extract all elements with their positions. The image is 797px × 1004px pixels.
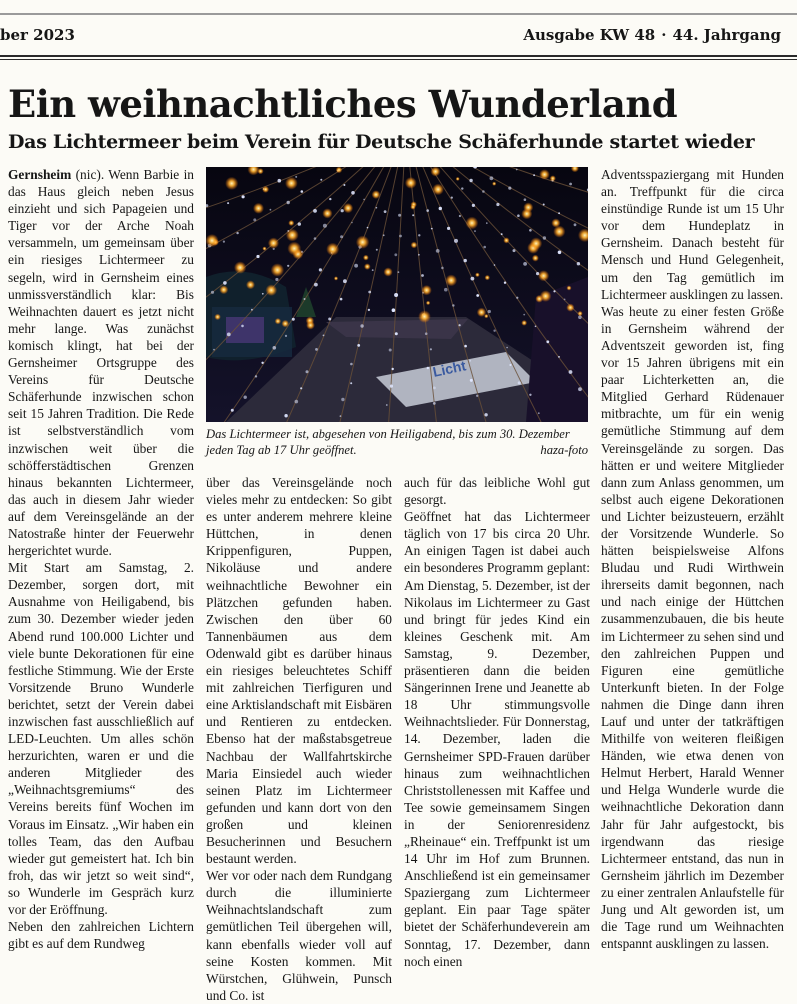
light-dot [343,184,345,186]
light-dot [383,234,385,236]
paragraph: Was heute zu einer festen Größe in Gernsheim während der Adventszeit geworden ist, fing vor 15 Jahren übrigens mit ein paar Lichterketten an, die Mitglied Gerhard Rüdenauer mitbrachte, um für ein wenig gemütliche Stimmung auf dem Vereinsgelände zu sorgen. Das hätten er und weitere Mitglieder dann zum Anlass genommen, um selbst auch eigene Dekorationen und Lichter beizusteuern, erzählt der Vorsitzende Wunderle. So hätten beispielsweise Alfons Bludau und Rudi Wirthwein ihrerseits damit begonnen, nach und nach einige der Hüttchen zusammenzubauen, die bis heute im Lichtermeer zu sehen sind und den zahlreichen Puppen und Figuren eine gemütliche Unterkunft bieten. In der Folge nahmen die Dinge dann ihren Lauf und unter der tatkräftigen Mithilfe von weiteren fleißigen Händen, wie etwa denen von Helmut Herbert, Harald Wenner und Helga Wunderle wurde die weihnachtliche Dekoration dann Jahr für Jahr aufgestockt, bis irgendwann das riesige Lichtermeer entstand, das nun in Gernsheim jährlich im Dezember zu einer zentralen Anlaufstelle für Jung und Alt geworden ist, um die Tage rund um Weihnachten entspannt ausklingen zu lassen. [601,303,784,952]
light-dot [454,239,458,243]
bulb-glow [253,203,264,214]
light-dot [227,202,229,204]
light-dot [430,348,432,350]
bulb-glow [456,177,460,181]
light-dot [285,335,287,337]
light-dot [261,362,263,364]
bulb-glow [466,217,479,230]
light-dot [242,195,245,198]
light-dot [211,291,214,294]
light-dot [459,324,461,326]
light-dot [213,349,215,351]
light-dot [569,183,572,186]
light-dot [341,398,344,401]
light-dot [343,279,347,283]
light-dot [395,332,398,335]
light-dot [363,199,365,201]
bulb-glow [363,255,369,261]
paragraph-text: (nic). Wenn Barbie in das Haus gleich neben Jesus einzieht und sich Papageien und Tiger vor der Arche Noah versammeln, um gemeinsam über ein riesiges Lichtermeer zu segeln, wird in Gernsheim eines unmissverständlich klar: Bis Weihnachten dauert es jetzt nicht mehr lange. Was zunächst komisch klingt, hat bei der Gernsheimer Ortsgruppe des Vereins für Deutsche Schäferhunde inzwischen schon seit 15 Jahren Tradition. Die Rede ist selbstverständlich vom inzwischen weit über die schöfferstädtischen Grenzen hinaus bekannten Lichtermeer, das auch in diesem Jahr wieder auf dem Vereinsgelände an der Natostraße hinter der Feuerwehr hergerichtet wurde. [8,167,194,559]
bulb-glow [322,208,332,218]
light-dot [351,222,353,224]
bulb-glow [225,177,238,190]
light-dot [351,191,355,195]
light-dot [476,294,479,297]
bulb-glow [539,169,550,180]
light-dot [425,332,428,335]
bulb-glow [372,190,381,199]
light-dot [306,370,309,373]
light-dot [461,187,463,189]
christmas-lights-photo [206,167,588,422]
light-dot [533,174,535,176]
light-dot [523,262,527,266]
bulb-glow [530,237,542,249]
light-dot [241,325,244,328]
bulb-glow [567,286,572,291]
header-rule-thin [0,59,797,60]
light-dot [504,282,506,284]
light-dot [227,333,231,337]
light-dot [469,179,472,182]
light-dot [360,324,363,327]
bulb-glow [334,276,338,280]
light-dot [513,249,516,252]
paragraph: Adventsspaziergang mit Hunden an. Treffpunkt für die circa einstündige Runde ist um 15 Uhr vor dem Hundeplatz in Gernsheim. Danach besteht für Mensch und Hund Gelegenheit, um den Tag gemütlich im Lichtermeer ausklingen zu lassen. [601,167,784,302]
article-column-4 [601,166,784,952]
light-dot [223,281,227,285]
light-dot [459,215,461,217]
light-dot [399,235,402,238]
light-dot [256,255,259,258]
light-dot [295,400,299,404]
light-dot [292,318,295,321]
light-dot [295,176,297,178]
light-dot [535,326,537,328]
light-dot [287,265,289,267]
header-rule [0,55,797,57]
light-dot [564,299,566,301]
top-rule [0,13,797,15]
bulb-glow [286,229,299,242]
light-dot [524,198,527,201]
light-dot [506,347,508,349]
light-dot [518,381,521,384]
bulb-glow [268,238,279,249]
light-dot [350,382,352,384]
light-dot [431,228,433,230]
issue-info [523,26,781,44]
photo-caption [206,426,588,458]
light-dot [368,291,371,294]
light-dot [390,385,393,388]
light-dot [483,246,486,249]
light-dot [439,207,442,210]
light-dot [315,348,318,351]
bulb-glow [492,182,496,186]
light-dot [255,375,257,377]
bulb-glow [410,204,415,209]
light-dot [314,237,317,240]
bulb-glow [566,304,574,312]
bulb-glow [540,290,552,302]
light-dot [354,264,358,268]
light-dot [426,209,429,212]
paragraph: Geöffnet hat das Lichtermeer täglich von 17 bis circa 20 Uhr. An einigen Tagen ist dabei auch ein besonderes Programm geplant: Am Dienstag, 5. Dezember, ist der Nikolaus im Lichtermeer zu Gast und bringt für jedes Kind ein kleines Geschenk mit. Am Samstag, 9. Dezember, präsentieren dann die beiden Sängerinnen Irene und Jeanette ab 18 Uhr stimmungsvolle Weihnachtslieder. Für Donnerstag, 14. Dezember, laden die Gernsheimer SPD-Frauen darüber hinaus zum weihnachtlichen Christstollenessen mit Kaffee und Tee sowie gemeinsamem Singen in der Seniorenresidenz „Rheinaue“ ein. Treffpunkt ist um 14 Uhr im Hof zum Brunnen. Anschließend ist ein gemeinsamer Spaziergang zum Lichtermeer geplant. Ein paar Tage später bietet der Schäferhundeverein am Sonntag, 17. Dezember, dann noch einen [404,509,590,969]
light-dot [433,387,436,390]
bulb-glow [282,320,290,328]
light-dot [509,364,511,366]
light-dot [516,297,518,299]
bulb-glow [285,177,298,190]
light-dot [350,363,353,366]
light-dot [577,262,580,265]
light-dot [553,290,555,292]
light-dot [398,271,400,273]
light-dot [523,314,525,316]
light-dot [372,269,374,271]
bulb-glow [287,242,301,256]
light-dot [340,415,342,417]
banner-text: Licht [431,357,468,380]
light-dot [300,387,302,389]
light-dot [529,229,532,232]
light-dot [464,259,467,262]
light-dot [546,340,549,343]
caption-text: Das Lichtermeer ist, abgesehen von Heiligabend, bis zum 30. Dezember jeden Tag ab 17 Uhr geöffnet. [206,427,570,457]
light-dot [392,308,396,312]
bulb-glow [364,263,371,270]
light-dot [244,396,247,399]
issue-volume: 44. Jahrgang [672,26,781,44]
bulb-glow [521,320,527,326]
light-dot [472,204,475,207]
bulb-glow [405,177,417,189]
bulb-glow [326,243,339,256]
light-dot [538,412,540,414]
bulb-glow [257,168,263,174]
light-dot [389,349,392,352]
light-dot [484,413,487,416]
light-dot [323,335,325,337]
bulb-glow [234,261,246,273]
light-dot [329,198,331,200]
bulb-glow [538,270,549,281]
light-dot [427,367,429,369]
bulb-glow [432,184,444,196]
bulb-glow [550,175,556,181]
light-dot [386,404,388,406]
article-column-2 [206,474,392,1004]
light-dot [578,387,582,391]
bulb-glow [306,321,315,330]
light-dot [384,210,387,213]
bulb-glow [503,237,509,243]
light-dot [394,293,398,297]
bulb-glow [214,314,220,320]
bulb-glow [523,202,533,212]
light-dot [464,345,467,348]
photo-credit: haza-foto [540,443,588,457]
issue-date: ber 2023 [0,26,75,44]
bulb-glow [288,220,294,226]
light-dot [313,209,317,213]
light-dot [287,201,290,204]
light-dot [231,409,234,412]
bulb-glow [426,301,430,305]
light-dot [357,344,360,347]
light-dot [251,309,253,311]
light-dot [392,368,394,370]
paragraph: Mit Start am Samstag, 2. Dezember, sorgen dort, mit Ausnahme von Heiligabend, bis zum 30. Dezember wieder jeden Abend rund 100.000 Lichter und viele bunte Dekorationen für eine festliche Stimmung. Wie der Erste Vorsitzende Bruno Wunderle berichtet, setzt der Verein dabei inzwischen fast ausschließlich auf LED-Leuchten. Um alles schön herzurichten, waren er und die anderen Mitglieder des „Weihnachtsgremiums“ des Vereins bereits fünf Wochen im Voraus im Einsatz. „Wir haben ein tolles Team, das den Aufbau wieder gut gemeistert hat. Ich bin froh, das wir jetzt so weit sind“, so Wunderle im Gespräch kurz vor der Eröffnung. [8,560,194,918]
light-dot [490,176,494,180]
light-dot [394,253,397,256]
issue-separator: · [661,26,667,44]
issue-number: Ausgabe KW 48 [523,26,656,44]
bulb-glow [578,311,583,316]
bulb-glow [411,242,418,249]
bulb-glow [343,203,353,213]
light-dot [304,298,306,300]
light-dot [376,207,378,209]
light-dot [298,222,301,225]
bulb-glow [485,275,490,280]
light-dot [412,214,414,216]
bulb-glow [262,186,269,193]
bulb-glow [271,263,284,276]
light-dot [314,283,318,287]
light-dot [471,277,475,281]
light-dot [301,190,304,193]
article-photo [206,167,588,422]
light-dot [323,224,327,228]
light-dot [444,288,448,292]
bulb-glow [418,310,431,323]
paragraph: auch für das leibliche Wohl gut gesorgt. [404,475,590,508]
bulb-glow [206,234,219,247]
light-dot [470,379,473,382]
light-dot [451,197,453,199]
paragraph [8,166,194,559]
bulb-glow [246,280,255,289]
light-dot [253,218,256,221]
light-dot [441,267,444,270]
light-dot [418,234,420,236]
light-dot [320,179,322,181]
bulb-glow [477,308,486,317]
subheadline: Das Lichtermeer beim Verein für Deutsche Schäferhunde startet wieder [8,131,755,153]
bulb-glow [266,284,278,296]
light-dot [474,230,476,232]
bulb-glow [421,285,431,295]
light-dot [223,241,225,243]
light-dot [275,278,278,281]
light-dot [270,209,272,211]
headline: Ein weihnachtliches Wunderland [8,82,678,126]
light-dot [367,227,369,229]
light-dot [328,318,331,321]
light-dot [340,235,343,238]
light-dot [501,233,503,235]
light-dot [433,402,436,405]
bulb-glow [219,285,228,294]
light-dot [273,346,277,350]
bulb-glow [445,275,457,287]
light-dot [543,236,546,239]
bulb-glow [275,318,281,324]
light-dot [496,203,499,206]
article-column-3 [404,474,590,970]
light-dot [421,274,424,277]
bulb-glow [262,247,266,251]
light-dot [558,212,560,214]
article-column-1 [8,166,194,952]
light-dot [262,293,264,295]
light-dot [482,190,485,193]
light-dot [447,227,450,230]
light-dot [278,179,282,183]
bulb-glow [532,255,539,262]
light-dot [436,249,440,253]
light-dot [543,204,545,206]
bulb-glow [551,218,560,227]
light-dot [558,251,562,255]
light-dot [376,249,378,251]
light-dot [558,356,560,358]
light-dot [569,370,573,374]
light-dot [494,264,496,266]
light-dot [508,187,511,190]
light-dot [418,254,420,256]
bulb-glow [384,267,393,276]
light-dot [398,214,401,217]
dateline: Gernsheim [8,167,72,182]
light-dot [476,395,478,397]
paragraph: Neben den zahlreichen Lichtern gibt es auf dem Rundweg [8,919,194,952]
light-dot [319,268,322,271]
light-dot [236,232,238,234]
light-dot [493,330,495,332]
paragraph: über das Vereinsgelände noch vieles mehr zu entdecken: So gibt es unter anderem mehrere kleine Hüttchen, in denen Krippenfiguren, Puppen, Nikoläuse und andere weihnachtliche Bewohner ein Plätzchen gefunden haben. Zwischen den über 60 Tannenbäumen aus dem Odenwald gibt es darüber hinaus ein riesiges beleuchtetes Schiff mit zahlreichen Tierfiguren und eine Arktislandschaft mit Eisbären und Rentieren zu entdecken. Ebenso hat der maßstabsgetreue Nachbau der Wallfahrtskirche Maria Einsiedel auch wieder seinen Platz im Lichtermeer gefunden und kann dort von den großen und kleinen Besucherinnen und Besuchern bestaunt werden. [206,475,392,867]
light-dot [529,394,531,396]
bulb-glow [356,236,369,249]
light-dot [340,298,343,301]
light-dot [574,223,577,226]
light-dot [516,169,518,171]
light-dot [469,360,471,362]
light-dot [284,414,287,417]
light-dot [486,222,488,224]
light-dot [368,309,370,311]
bulb-glow [475,273,480,278]
paragraph: Wer vor oder nach dem Rundgang durch die illuminierte Weihnachtslandschaft zum gemütlichen Teil übergehen will, kann ebenfalls wieder voll auf seine Kosten kommen. Mit Würstchen, Glühwein, Punsch und Co. ist [206,868,392,1003]
light-dot [452,304,454,306]
light-dot [517,214,520,217]
light-dot [488,310,491,313]
